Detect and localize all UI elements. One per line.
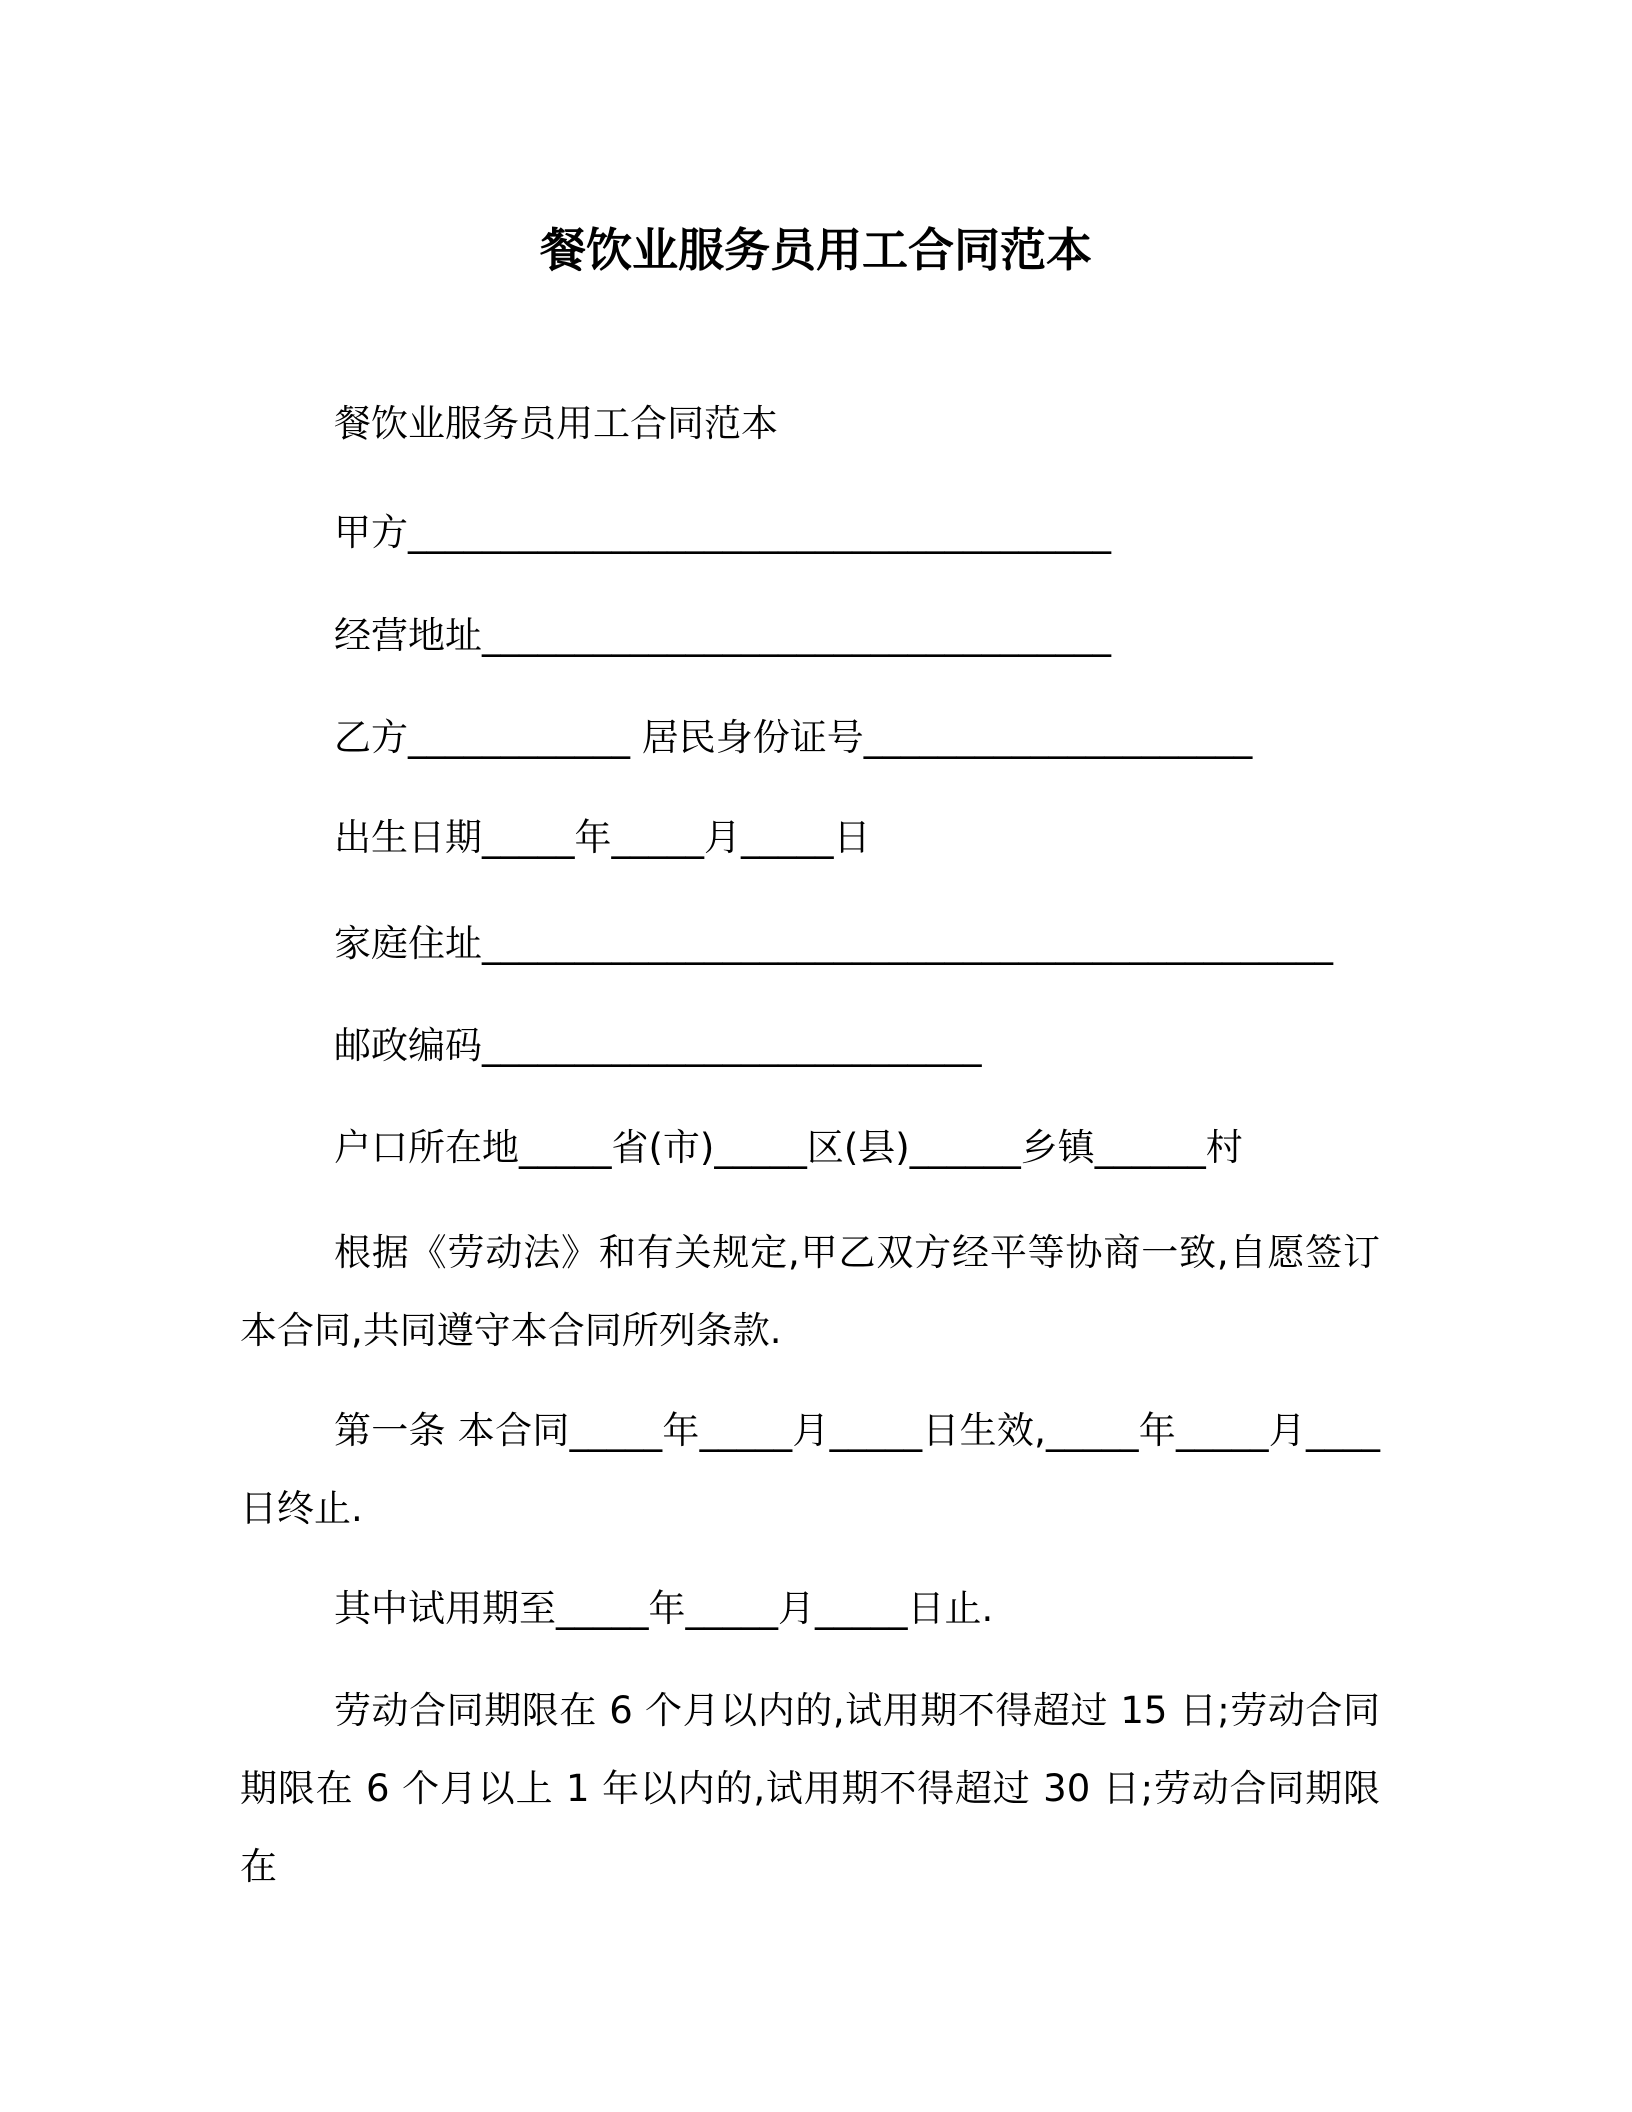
probation-paragraph: 其中试用期至_____年_____月_____日止. [334,1587,994,1630]
party-b-field: 乙方____________ 居民身份证号_____________________ [334,716,1253,759]
heading-repeat: 餐饮业服务员用工合同范本 [334,402,778,445]
business-address-field: 经营地址__________________________________ [334,614,1111,657]
birth-date-field: 出生日期_____年_____月_____日 [334,816,871,859]
postal-code-field: 邮政编码___________________________ [334,1024,982,1067]
basis-paragraph: 根据《劳动法》和有关规定,甲乙双方经平等协商一致,自愿签订本合同,共同遵守本合同所列条款. [240,1231,1380,1352]
probation-limits-paragraph: 劳动合同期限在 6 个月以内的,试用期不得超过 15 日;劳动合同期限在 6 个月以上 1 年以内的,试用期不得超过 30 日;劳动合同期限在 [240,1689,1380,1888]
article-one-paragraph: 第一条 本合同_____年_____月_____日生效,_____年_____月____日终止. [240,1409,1380,1530]
home-address-field: 家庭住址______________________________________________ [334,922,1333,965]
hukou-location-field: 户口所在地_____省(市)_____区(县)______乡镇______村 [334,1126,1243,1169]
document-title: 餐饮业服务员用工合同范本 [540,223,1092,277]
party-a-field: 甲方______________________________________ [334,511,1111,554]
